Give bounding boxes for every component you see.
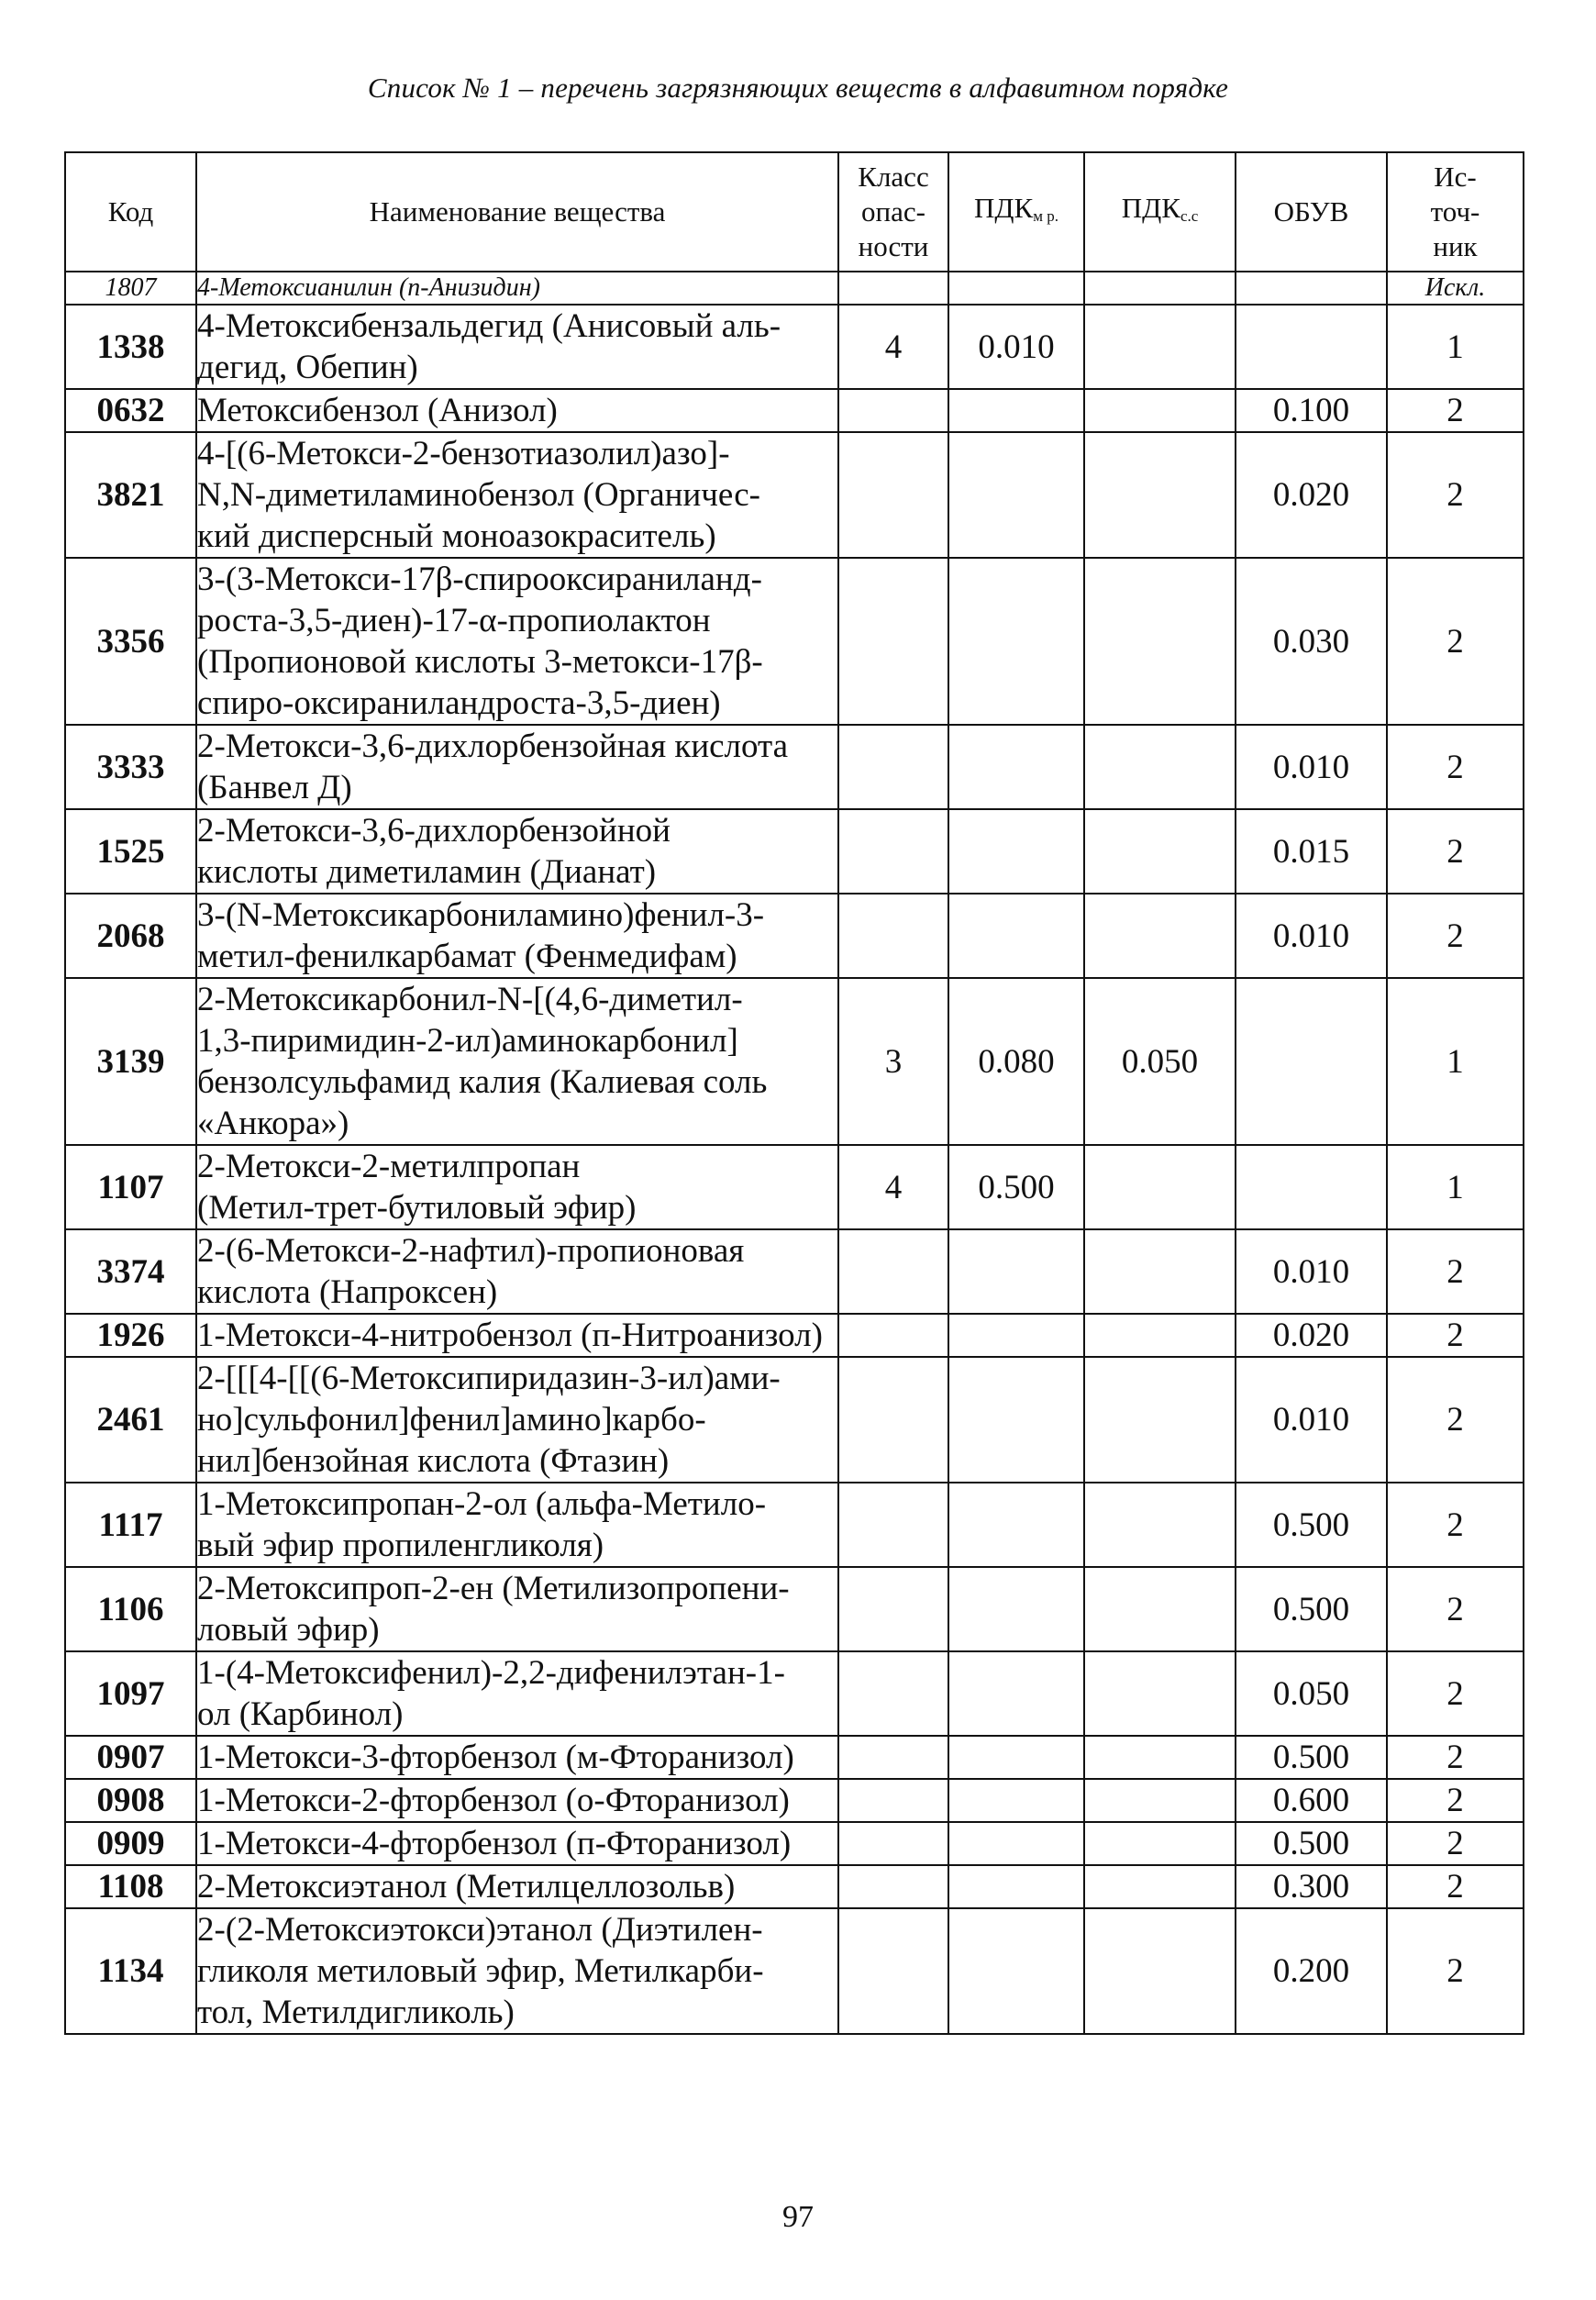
cell-substance-name	[196, 1736, 838, 1779]
table-row	[65, 1145, 1524, 1229]
table-row	[65, 1483, 1524, 1567]
substance-name-line: (Метил-трет-бутиловый эфир)	[197, 1189, 637, 1227]
cell-obuv: 0.100	[1236, 389, 1387, 432]
table-row	[65, 272, 1524, 305]
cell-pdk-mr	[948, 809, 1084, 894]
cell-source: 2	[1387, 809, 1524, 894]
substance-name-line: 1-Метоксипропан-2-ол (альфа-Метило-	[197, 1485, 767, 1523]
cell-hazard-class	[838, 432, 948, 558]
cell-pdk-mr	[948, 432, 1084, 558]
substance-name-line: кислота (Напроксен)	[197, 1273, 498, 1311]
table-row	[65, 558, 1524, 725]
cell-obuv: 0.600	[1236, 1779, 1387, 1822]
cell-obuv: 0.500	[1236, 1822, 1387, 1865]
substance-name-line: тол, Метилдигликоль)	[197, 1994, 515, 2031]
cell-pdk-mr: 0.500	[948, 1145, 1084, 1229]
cell-substance-name	[196, 1779, 838, 1822]
table-row	[65, 1736, 1524, 1779]
cell-source: 2	[1387, 894, 1524, 978]
cell-source: 2	[1387, 725, 1524, 809]
cell-pdk-mr	[948, 1908, 1084, 2034]
cell-source: 2	[1387, 1314, 1524, 1357]
header-source-line: ник	[1433, 230, 1478, 262]
cell-pdk-mr	[948, 1651, 1084, 1736]
cell-pdk-mr	[948, 1483, 1084, 1567]
cell-pdk-ss	[1084, 272, 1236, 305]
cell-pdk-ss	[1084, 1229, 1236, 1314]
cell-code: 3374	[65, 1229, 196, 1314]
cell-substance-name	[196, 809, 838, 894]
cell-pdk-mr	[948, 725, 1084, 809]
substance-name-line: вый эфир пропиленгликоля)	[197, 1527, 604, 1564]
header-obuv: ОБУВ	[1236, 152, 1387, 272]
substance-name-line: 2-Метоксикарбонил-N-[(4,6-диметил-	[197, 981, 743, 1018]
cell-substance-name	[196, 1908, 838, 2034]
cell-hazard-class	[838, 1651, 948, 1736]
header-name: Наименование вещества	[196, 152, 838, 272]
cell-pdk-mr	[948, 558, 1084, 725]
header-pdk-ss-base: ПДК	[1121, 191, 1180, 224]
substance-name-line: ловый эфир)	[197, 1611, 380, 1649]
cell-pdk-mr	[948, 389, 1084, 432]
cell-pdk-ss	[1084, 1822, 1236, 1865]
header-pdk-mr-base: ПДК	[974, 191, 1034, 224]
cell-source: 2	[1387, 1736, 1524, 1779]
cell-pdk-ss	[1084, 305, 1236, 389]
cell-source: 2	[1387, 1483, 1524, 1567]
cell-hazard-class: 4	[838, 305, 948, 389]
substance-name-line: N,N-диметиламинобензол (Органичес-	[197, 476, 760, 514]
cell-pdk-mr: 0.080	[948, 978, 1084, 1145]
table-row	[65, 1865, 1524, 1908]
cell-pdk-ss	[1084, 1651, 1236, 1736]
cell-hazard-class	[838, 1567, 948, 1651]
cell-code: 1807	[65, 272, 196, 305]
header-source-line: точ-	[1430, 195, 1480, 228]
header-source	[1387, 152, 1524, 272]
substance-name-line: дегид, Обепин)	[197, 349, 418, 386]
substance-name-line: 4-Метоксианилин (п-Анизидин)	[197, 273, 540, 302]
cell-pdk-ss	[1084, 432, 1236, 558]
table-row	[65, 894, 1524, 978]
substance-name-line: 1-Метокси-2-фторбензол (о-Фторанизол)	[197, 1782, 790, 1819]
cell-substance-name	[196, 558, 838, 725]
substance-name-line: 1-Метокси-3-фторбензол (м-Фторанизол)	[197, 1739, 794, 1776]
substance-name-line: Метоксибензол (Анизол)	[197, 392, 558, 429]
cell-code: 1106	[65, 1567, 196, 1651]
substance-name-line: 2-Метокси-3,6-дихлорбензойной	[197, 812, 671, 850]
cell-source: 2	[1387, 389, 1524, 432]
cell-source: 2	[1387, 558, 1524, 725]
substance-name-line: спиро-оксиранилaндроста-3,5-диен)	[197, 684, 721, 722]
page-title: Список № 1 – перечень загрязняющих веществ в алфавитном порядке	[367, 72, 1229, 104]
cell-pdk-mr	[948, 1822, 1084, 1865]
cell-source: 2	[1387, 1229, 1524, 1314]
substance-name-line: но]сульфонил]фенил]амино]карбо-	[197, 1401, 706, 1439]
substance-name-line: 2-Метокси-2-метилпропан	[197, 1148, 581, 1185]
cell-obuv: 0.200	[1236, 1908, 1387, 2034]
page-number: 97	[782, 2200, 814, 2234]
table-header-row	[65, 152, 1524, 272]
cell-source: Искл.	[1387, 272, 1524, 305]
cell-source: 2	[1387, 1865, 1524, 1908]
substances-table	[64, 151, 1524, 2035]
cell-substance-name	[196, 894, 838, 978]
cell-hazard-class	[838, 1822, 948, 1865]
header-hazard-class-line: ности	[858, 230, 929, 262]
cell-obuv: 0.010	[1236, 894, 1387, 978]
table-row	[65, 809, 1524, 894]
table-row	[65, 725, 1524, 809]
cell-obuv: 0.020	[1236, 432, 1387, 558]
substance-name-line: 2-(2-Метоксиэтокси)этанол (Диэтилен-	[197, 1911, 763, 1949]
cell-obuv: 0.500	[1236, 1483, 1387, 1567]
cell-substance-name	[196, 1865, 838, 1908]
cell-pdk-ss	[1084, 1357, 1236, 1483]
cell-hazard-class: 4	[838, 1145, 948, 1229]
cell-code: 2461	[65, 1357, 196, 1483]
table-row	[65, 305, 1524, 389]
substance-name-line: бензолсульфамид калия (Калиевая соль	[197, 1063, 768, 1101]
table-row	[65, 978, 1524, 1145]
table-row	[65, 389, 1524, 432]
cell-substance-name	[196, 1483, 838, 1567]
cell-substance-name	[196, 978, 838, 1145]
substance-name-line: кий дисперсный моноазокраситель)	[197, 517, 716, 555]
cell-pdk-mr	[948, 1567, 1084, 1651]
table-row	[65, 432, 1524, 558]
cell-obuv: 0.500	[1236, 1736, 1387, 1779]
cell-source: 1	[1387, 305, 1524, 389]
cell-code: 1108	[65, 1865, 196, 1908]
substance-name-line: нил]бензойная кислота (Фтазин)	[197, 1442, 670, 1480]
cell-code: 1117	[65, 1483, 196, 1567]
cell-obuv	[1236, 272, 1387, 305]
cell-hazard-class	[838, 1229, 948, 1314]
cell-substance-name	[196, 725, 838, 809]
cell-pdk-ss	[1084, 725, 1236, 809]
cell-code: 2068	[65, 894, 196, 978]
cell-code: 3356	[65, 558, 196, 725]
table-row	[65, 1229, 1524, 1314]
cell-hazard-class	[838, 1779, 948, 1822]
cell-substance-name	[196, 1357, 838, 1483]
cell-pdk-mr	[948, 894, 1084, 978]
cell-pdk-mr	[948, 1736, 1084, 1779]
cell-hazard-class	[838, 809, 948, 894]
cell-obuv: 0.300	[1236, 1865, 1387, 1908]
cell-obuv: 0.010	[1236, 1229, 1387, 1314]
substance-name-line: 2-(6-Метокси-2-нафтил)-пропионовая	[197, 1232, 745, 1270]
substance-name-line: 1-Метокси-4-нитробензол (п-Нитроанизол)	[197, 1317, 823, 1354]
cell-pdk-ss	[1084, 1736, 1236, 1779]
cell-obuv	[1236, 305, 1387, 389]
substance-name-line: 1,3-пиримидин-2-ил)аминокарбонил]	[197, 1022, 738, 1060]
cell-code: 3821	[65, 432, 196, 558]
cell-pdk-mr	[948, 1314, 1084, 1357]
cell-pdk-ss	[1084, 1483, 1236, 1567]
cell-obuv: 0.020	[1236, 1314, 1387, 1357]
cell-substance-name	[196, 272, 838, 305]
cell-hazard-class: 3	[838, 978, 948, 1145]
table-row	[65, 1779, 1524, 1822]
header-pdk-mr	[948, 152, 1084, 272]
cell-hazard-class	[838, 1908, 948, 2034]
cell-pdk-mr	[948, 1229, 1084, 1314]
cell-substance-name	[196, 1651, 838, 1736]
substance-name-line: 1-Метокси-4-фторбензол (п-Фторанизол)	[197, 1825, 792, 1862]
substance-name-line: кислоты диметиламин (Дианат)	[197, 853, 657, 891]
header-source-line: Ис-	[1434, 161, 1477, 193]
cell-hazard-class	[838, 1357, 948, 1483]
cell-obuv: 0.050	[1236, 1651, 1387, 1736]
cell-code: 0632	[65, 389, 196, 432]
substance-name-line: 3-(N-Метоксикарбониламино)фенил-3-	[197, 896, 765, 934]
cell-pdk-mr	[948, 272, 1084, 305]
cell-substance-name	[196, 1145, 838, 1229]
table-row	[65, 1822, 1524, 1865]
substance-name-line: роста-3,5-диен)-17-α-пропиолактон	[197, 602, 711, 639]
header-hazard-class	[838, 152, 948, 272]
cell-code: 0909	[65, 1822, 196, 1865]
cell-obuv: 0.010	[1236, 1357, 1387, 1483]
substance-name-line: ол (Карбинол)	[197, 1695, 404, 1733]
table-row	[65, 1567, 1524, 1651]
cell-pdk-mr	[948, 1865, 1084, 1908]
cell-code: 1338	[65, 305, 196, 389]
cell-obuv: 0.015	[1236, 809, 1387, 894]
cell-hazard-class	[838, 725, 948, 809]
header-code: Код	[65, 152, 196, 272]
cell-source: 2	[1387, 432, 1524, 558]
cell-hazard-class	[838, 894, 948, 978]
cell-obuv	[1236, 1145, 1387, 1229]
substance-name-line: 2-Метокси-3,6-дихлорбензойная кислота	[197, 728, 789, 765]
cell-code: 3139	[65, 978, 196, 1145]
cell-pdk-mr	[948, 1357, 1084, 1483]
header-pdk-mr-subscript: м р.	[1033, 206, 1058, 225]
cell-pdk-ss	[1084, 389, 1236, 432]
cell-pdk-ss	[1084, 1145, 1236, 1229]
cell-substance-name	[196, 432, 838, 558]
cell-pdk-ss	[1084, 894, 1236, 978]
cell-source: 2	[1387, 1822, 1524, 1865]
cell-source: 1	[1387, 978, 1524, 1145]
cell-substance-name	[196, 305, 838, 389]
cell-source: 1	[1387, 1145, 1524, 1229]
cell-substance-name	[196, 1567, 838, 1651]
cell-code: 3333	[65, 725, 196, 809]
cell-substance-name	[196, 1822, 838, 1865]
cell-code: 1097	[65, 1651, 196, 1736]
cell-obuv: 0.030	[1236, 558, 1387, 725]
cell-code: 1107	[65, 1145, 196, 1229]
cell-substance-name	[196, 1314, 838, 1357]
cell-pdk-ss	[1084, 1567, 1236, 1651]
cell-obuv: 0.500	[1236, 1567, 1387, 1651]
substance-name-line: метил-фенилкарбамат (Фенмедифам)	[197, 938, 737, 975]
cell-code: 0908	[65, 1779, 196, 1822]
cell-pdk-mr: 0.010	[948, 305, 1084, 389]
substance-name-line: «Анкора»)	[197, 1105, 349, 1142]
cell-source: 2	[1387, 1357, 1524, 1483]
substance-name-line: 1-(4-Метоксифенил)-2,2-дифенилэтан-1-	[197, 1654, 785, 1692]
substance-name-line: (Пропионовой кислоты 3-метокси-17β-	[197, 643, 763, 681]
cell-code: 1525	[65, 809, 196, 894]
cell-source: 2	[1387, 1779, 1524, 1822]
cell-source: 2	[1387, 1651, 1524, 1736]
cell-code: 0907	[65, 1736, 196, 1779]
cell-pdk-ss	[1084, 558, 1236, 725]
cell-pdk-ss	[1084, 1865, 1236, 1908]
substance-name-line: 2-Метоксипроп-2-ен (Метилизопропени-	[197, 1570, 790, 1607]
cell-substance-name	[196, 1229, 838, 1314]
table-row	[65, 1908, 1524, 2034]
cell-hazard-class	[838, 1736, 948, 1779]
cell-hazard-class	[838, 389, 948, 432]
header-hazard-class-line: опас-	[861, 195, 925, 228]
substance-name-line: 3-(3-Метокси-17β-спирооксираниланд-	[197, 561, 762, 598]
substance-name-line: 4-Метоксибензальдегид (Анисовый аль-	[197, 307, 781, 345]
cell-hazard-class	[838, 272, 948, 305]
cell-hazard-class	[838, 558, 948, 725]
table-row	[65, 1357, 1524, 1483]
cell-obuv: 0.010	[1236, 725, 1387, 809]
table-row	[65, 1314, 1524, 1357]
cell-obuv	[1236, 978, 1387, 1145]
cell-pdk-ss	[1084, 809, 1236, 894]
substance-name-line: гликоля метиловый эфир, Метилкарби-	[197, 1952, 764, 1990]
substance-name-line: (Банвел Д)	[197, 769, 352, 806]
substance-name-line: 4-[(6-Метокси-2-бензотиазолил)азо]-	[197, 435, 730, 472]
cell-pdk-ss	[1084, 1314, 1236, 1357]
table-row	[65, 1651, 1524, 1736]
cell-hazard-class	[838, 1483, 948, 1567]
header-pdk-ss	[1084, 152, 1236, 272]
cell-hazard-class	[838, 1314, 948, 1357]
cell-pdk-ss: 0.050	[1084, 978, 1236, 1145]
header-hazard-class-line: Класс	[858, 161, 929, 193]
cell-source: 2	[1387, 1908, 1524, 2034]
cell-substance-name	[196, 389, 838, 432]
cell-pdk-ss	[1084, 1779, 1236, 1822]
table-body	[65, 272, 1524, 2034]
substance-name-line: 2-Метоксиэтанол (Метилцеллозольв)	[197, 1868, 736, 1906]
cell-source: 2	[1387, 1567, 1524, 1651]
cell-code: 1134	[65, 1908, 196, 2034]
substance-name-line: 2-[[[4-[[(6-Метоксипиридазин-3-ил)ами-	[197, 1360, 781, 1397]
cell-pdk-mr	[948, 1779, 1084, 1822]
cell-pdk-ss	[1084, 1908, 1236, 2034]
cell-hazard-class	[838, 1865, 948, 1908]
header-pdk-ss-subscript: с.с	[1180, 206, 1199, 225]
cell-code: 1926	[65, 1314, 196, 1357]
